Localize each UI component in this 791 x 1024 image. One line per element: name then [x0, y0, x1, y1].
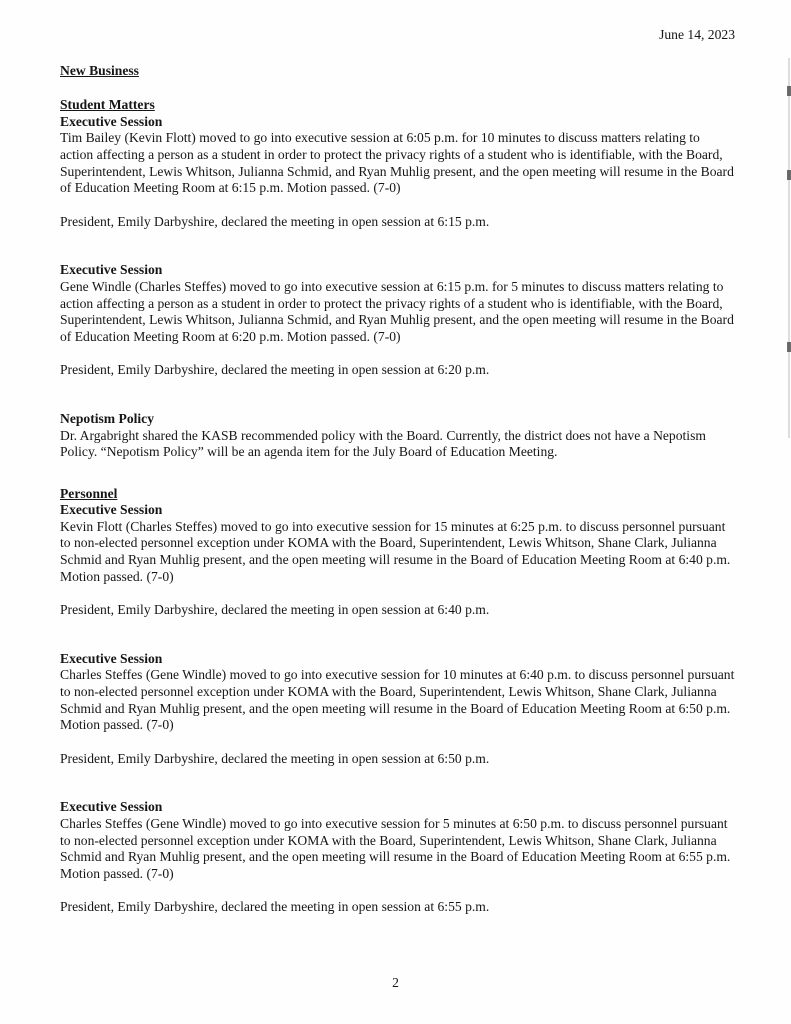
heading-executive-session: Executive Session [60, 650, 163, 666]
heading-executive-session: Executive Session [60, 799, 163, 815]
open-session-statement: President, Emily Darbyshire, declared the meeting in open session at 6:15 p.m. [60, 213, 490, 229]
section-nepotism-policy [60, 411, 735, 461]
executive-session-block [60, 114, 735, 231]
scan-mark [787, 170, 791, 180]
session-motion-text: Gene Windle (Charles Steffes) moved to go into executive session at 6:15 p.m. for 5 minutes to discuss matters relating to action affecting a person as a student in order to protect the privacy rights of a student who is identifiable, with the Board, Superintendent, Lewis Whitson, Julianna Schmid, and Ryan Muhlig present, and the open meeting will resume in the Board of Education Meeting Room at 6:20 p.m. Motion passed. (7-0) [60, 278, 734, 344]
executive-session-block [60, 262, 735, 379]
open-session-statement: President, Emily Darbyshire, declared the meeting in open session at 6:55 p.m. [60, 899, 490, 915]
heading-personnel: Personnel [60, 485, 118, 501]
document-date: June 14, 2023 [659, 27, 735, 42]
scan-mark [787, 342, 791, 352]
executive-session-block [60, 651, 735, 768]
executive-session-block [60, 502, 735, 619]
open-session-statement: President, Emily Darbyshire, declared the meeting in open session at 6:20 p.m. [60, 362, 490, 378]
heading-new-business: New Business [60, 62, 139, 78]
heading-nepotism-policy: Nepotism Policy [60, 410, 155, 426]
heading-executive-session: Executive Session [60, 502, 163, 518]
scan-edge-artifact [788, 58, 790, 438]
section-personnel [60, 486, 735, 916]
session-motion-text: Kevin Flott (Charles Steffes) moved to go into executive session for 15 minutes at 6:25 p.m. to discuss personnel pursuant to non-elected personnel exception under KOMA with the Board, Superintendent, Lewis Whitson, Shane Clark, Julianna Schmid and Ryan Muhlig present, and the open meeting will resume in the Board of Education Meeting Room at 6:40 p.m. Motion passed. (7-0) [60, 518, 731, 584]
scan-mark [787, 86, 791, 96]
nepotism-policy-text: Dr. Argabright shared the KASB recommended policy with the Board. Currently, the district does not have a Nepotism Policy. “Nepotism Policy” will be an agenda item for the July Board of Education Meeting. [60, 427, 706, 460]
heading-student-matters: Student Matters [60, 97, 155, 113]
section-student-matters [60, 97, 735, 379]
session-motion-text: Tim Bailey (Kevin Flott) moved to go into executive session at 6:05 p.m. for 10 minutes to discuss matters relating to action affecting a person as a student in order to protect the privacy rights of a student who is identifiable, with the Board, Superintendent, Lewis Whitson, Julianna Schmid, and Ryan Muhlig present, and the open meeting will resume in the Board of Education Meeting Room at 6:15 p.m. Motion passed. (7-0) [60, 130, 734, 196]
open-session-statement: President, Emily Darbyshire, declared the meeting in open session at 6:40 p.m. [60, 602, 490, 618]
session-motion-text: Charles Steffes (Gene Windle) moved to go into executive session for 10 minutes at 6:40 p.m. to discuss personnel pursuant to non-elected personnel exception under KOMA with the Board, Superintendent, Lewis Whitson, Shane Clark, Julianna Schmid and Ryan Muhlig present, and the open meeting will resume in the Board of Education Meeting Room at 6:50 p.m. Motion passed. (7-0) [60, 667, 735, 733]
heading-executive-session: Executive Session [60, 113, 163, 129]
page-number: 2 [392, 975, 399, 991]
open-session-statement: President, Emily Darbyshire, declared the meeting in open session at 6:50 p.m. [60, 750, 490, 766]
executive-session-block [60, 799, 735, 916]
session-motion-text: Charles Steffes (Gene Windle) moved to go into executive session for 5 minutes at 6:50 p.m. to discuss personnel pursuant to non-elected personnel exception under KOMA with the Board, Superintendent, Lewis Whitson, Shane Clark, Julianna Schmid and Ryan Muhlig present, and the open meeting will resume in the Board of Education Meeting Room at 6:55 p.m. Motion passed. (7-0) [60, 816, 731, 881]
heading-executive-session: Executive Session [60, 262, 163, 278]
